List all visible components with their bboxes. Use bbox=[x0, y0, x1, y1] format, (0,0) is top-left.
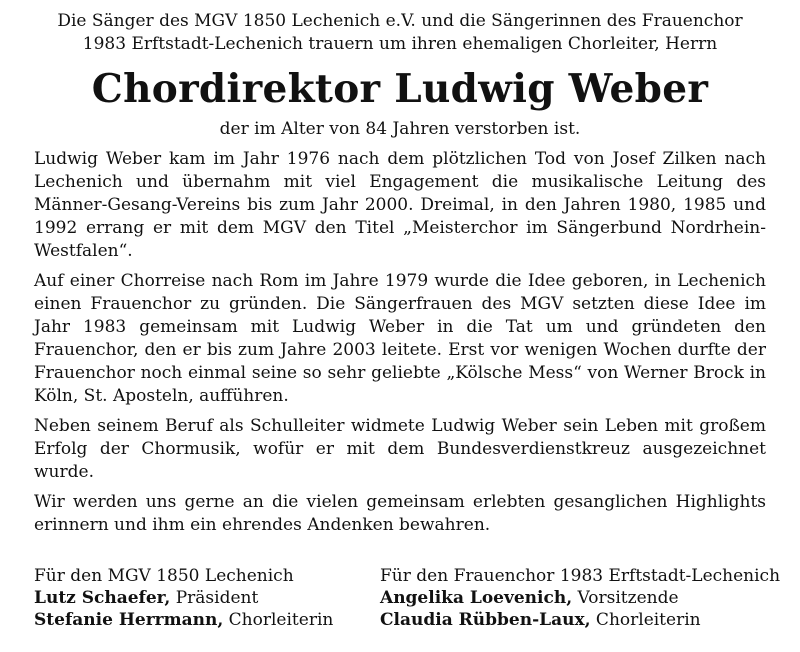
signature-block-frauenchor bbox=[380, 565, 780, 631]
age-line: der im Alter von 84 Jahren verstorben ist. bbox=[219, 119, 581, 139]
signature-role: Vorsitzende bbox=[572, 588, 679, 608]
paragraph-remembrance: Wir werden uns gerne an die vielen gemeinsam erlebten gesanglichen Highlights erinnern und ihm ein ehrendes Andenken bewahren. bbox=[34, 492, 766, 535]
signature-person bbox=[34, 587, 380, 609]
signature-name: Lutz Schaefer, bbox=[34, 588, 171, 608]
signature-role: Chorleiterin bbox=[223, 610, 334, 630]
signature-name: Claudia Rübben-Laux, bbox=[380, 610, 591, 630]
signature-name: Angelika Loevenich, bbox=[380, 588, 573, 608]
signatures bbox=[34, 565, 781, 631]
paragraph-frauenchor: Auf einer Chorreise nach Rom im Jahre 1979 wurde die Idee geboren, in Lechenich einen Frauenchor zu gründen. Die Sängerfrauen des MGV setzten diese Idee im Jahr 1983 gemeinsam mit Ludwig Weber in die Tat um und gründeten den Frauenchor, den er bis zum Jahre 2003 leitete. Erst vor wenigen Wochen durfte der Frauenchor noch einmal seine so sehr geliebte „Kölsche Mess“ von Werner Brock in Köln, St. Aposteln, aufführen. bbox=[34, 271, 766, 406]
signature-name: Stefanie Herrmann, bbox=[34, 610, 224, 630]
signature-role: Chorleiterin bbox=[590, 610, 701, 630]
intro-line-2: 1983 Erftstadt-Lechenich trauern um ihren ehemaligen Chorleiter, Herrn bbox=[82, 34, 718, 54]
intro-line-1: Die Sänger des MGV 1850 Lechenich e.V. und die Sängerinnen des Frauenchor bbox=[57, 11, 743, 31]
paragraph-career: Ludwig Weber kam im Jahr 1976 nach dem plötzlichen Tod von Josef Zilken nach Lechenich und übernahm mit viel Engagement die musikalische Leitung des Männer-Gesang-Vereins bis zum Jahr 2000. Dreimal, in den Jahren 1980, 1985 und 1992 errang er mit dem MGV den Titel „Meisterchor im Sängerbund Nordrhein-Westfalen“. bbox=[34, 149, 766, 261]
signature-org: Für den MGV 1850 Lechenich bbox=[34, 566, 294, 586]
signature-org: Für den Frauenchor 1983 Erftstadt-Lechenich bbox=[380, 566, 781, 586]
signature-person bbox=[380, 587, 780, 609]
signature-role: Präsident bbox=[170, 588, 259, 608]
signature-block-mgv bbox=[34, 565, 380, 631]
signature-person bbox=[380, 609, 780, 631]
paragraph-profession: Neben seinem Beruf als Schulleiter widmete Ludwig Weber sein Leben mit großem Erfolg der Chormusik, wofür er mit dem Bundesverdienstkreuz ausgezeichnet wurde. bbox=[34, 416, 766, 482]
deceased-title: Chordirektor Ludwig Weber bbox=[91, 66, 709, 112]
intro-text bbox=[34, 10, 766, 56]
signature-person bbox=[34, 609, 380, 631]
